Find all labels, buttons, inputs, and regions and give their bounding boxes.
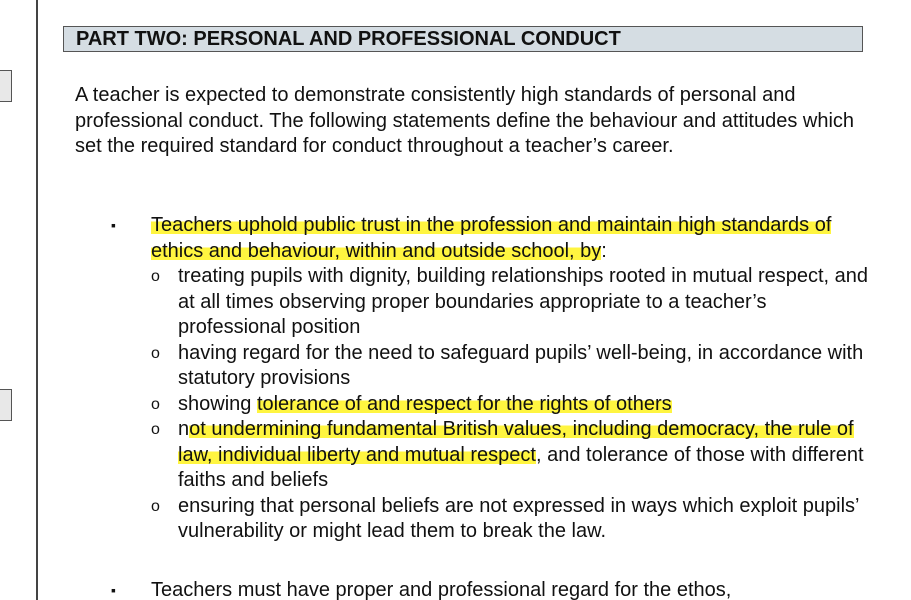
list-item — [151, 392, 871, 418]
main-bullet-text — [151, 213, 871, 264]
margin-tab — [0, 70, 12, 102]
list-item-suffix: , and tolerance of those with different faiths and beliefs — [178, 443, 864, 491]
list-item-prefix: n — [178, 418, 190, 440]
second-bullet-row — [111, 578, 871, 600]
list-item — [151, 494, 871, 545]
second-bullet-text: Teachers must have proper and professional regard for the ethos, — [151, 579, 732, 600]
conduct-bullet — [111, 213, 871, 545]
circle-bullet-icon: o — [151, 268, 160, 285]
circle-bullet-icon: o — [151, 344, 160, 362]
highlighted-text: ot undermining fundamental British values, including democracy, the rule of law, individual liberty and mutual respect — [178, 418, 854, 466]
page-edge-line — [36, 0, 38, 600]
list-item — [151, 417, 871, 494]
circle-bullet-icon: o — [151, 497, 160, 515]
circle-bullet-icon: o — [151, 395, 160, 413]
list-item-text: having regard for the need to safeguard pupils’ well-being, in accordance with statutory provisions — [178, 341, 864, 389]
list-item-text — [178, 392, 871, 418]
sub-list — [151, 264, 871, 545]
conduct-bullet — [111, 578, 871, 600]
list-item — [151, 264, 871, 341]
margin-tab — [0, 389, 12, 421]
highlighted-text: tolerance of and respect for the rights of others — [256, 392, 672, 415]
section-header-text: PART TWO: PERSONAL AND PROFESSIONAL CONDUCT — [76, 28, 621, 50]
square-bullet-icon: ▪ — [111, 582, 116, 598]
list-item — [151, 341, 871, 392]
circle-bullet-icon: o — [151, 421, 160, 438]
square-bullet-icon: ▪ — [111, 217, 116, 233]
highlighted-text: Teachers uphold public trust in the profession and maintain high standards of ethics and behaviour, within and outside school, by — [151, 214, 832, 262]
list-item-prefix: showing — [178, 392, 257, 415]
list-item-text: treating pupils with dignity, building relationships rooted in mutual respect, and at all times observing proper boundaries appropriate to a teacher’s professional position — [178, 265, 869, 338]
list-item-text: ensuring that personal beliefs are not expressed in ways which exploit pupils’ vulnerability or might lead them to break the law. — [178, 494, 859, 542]
main-bullet-trailing: : — [601, 239, 607, 262]
main-bullet-row — [111, 213, 871, 264]
section-header — [63, 26, 863, 52]
intro-paragraph: A teacher is expected to demonstrate consistently high standards of personal and professional conduct. The following statements define the behaviour and attitudes which set the required standard for conduct throughout a teacher’s career. — [75, 84, 855, 157]
list-item-text — [178, 417, 871, 494]
